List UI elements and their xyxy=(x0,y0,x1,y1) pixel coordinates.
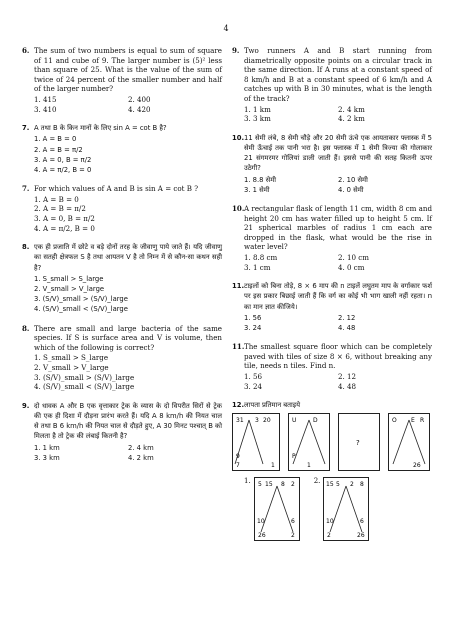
options xyxy=(244,253,432,272)
answer-option-2[interactable] xyxy=(314,477,370,541)
option-4[interactable]: 4. (S/V)_small < (S/V)_large xyxy=(34,382,135,392)
option-4[interactable]: 4. 420 xyxy=(128,104,151,114)
opt1-label: 26 xyxy=(257,532,266,540)
question-stem: For which values of A and B is sin A = cot B ? xyxy=(34,184,199,194)
opt1-label: 8 xyxy=(280,481,285,489)
option-3[interactable]: 3. 24 xyxy=(244,323,262,332)
option-2[interactable]: 2. V_small > V_large xyxy=(34,284,105,293)
question-number: 7. xyxy=(22,124,30,133)
option-1[interactable]: 1. 8.8 cm xyxy=(244,252,278,262)
option-4[interactable]: 4. (S/V)_small < (S/V)_large xyxy=(34,305,128,314)
option-4[interactable]: 4. A = π/2, B = 0 xyxy=(34,165,92,174)
question-7-hindi xyxy=(22,123,222,175)
option-1[interactable]: 1. 56 xyxy=(244,371,263,381)
option-1[interactable]: 1. 415 xyxy=(34,94,57,104)
fig4-label: E xyxy=(411,417,415,425)
fig1-label: 7 xyxy=(236,462,240,470)
fig2-label: P xyxy=(292,453,296,461)
options xyxy=(34,195,222,233)
fig2-label: U xyxy=(292,417,297,425)
option-3[interactable]: 3. A = 0, B = π/2 xyxy=(34,155,92,164)
question-7-english xyxy=(22,184,222,233)
option-2[interactable]: 2. A = B = π/2 xyxy=(34,204,86,214)
question-number: 12. xyxy=(232,401,245,410)
opt2-label: 8 xyxy=(360,481,365,489)
opt1-label: 2 xyxy=(290,532,295,540)
answer-figures xyxy=(232,477,432,541)
opt2-label: 26 xyxy=(357,532,366,540)
question-stem: The smallest square floor which can be completely paved with tiles of size 8 × 6, without breaking any tile, needs n tiles. Find n. xyxy=(244,342,432,371)
option-4[interactable]: 4. 48 xyxy=(338,381,357,391)
opt1-label: 5 xyxy=(257,481,262,489)
question-number: 10. xyxy=(232,133,245,142)
option-2[interactable]: 2. 400 xyxy=(128,94,151,104)
option-3[interactable]: 3. 410 xyxy=(34,104,57,114)
question-stem: लापता प्रतिमान बताइये xyxy=(244,401,301,410)
question-number: 9. xyxy=(22,401,30,410)
options xyxy=(34,443,222,463)
question-stem: दो धावक A और B एक वृत्ताकार ट्रेक के व्यास के दो विपरीत सिरों से ट्रेक की एक ही दिशा में दौड़ना प्रारंभ करते हैं। यदि A 8 km/h की नियत चाल से तथा B 6 km/h की नियत चाल से दौड़ते हुए, A 30 मिनट पश्चात् B को मिलता है तो ट्रेक की लंबाई कितनी है? xyxy=(34,401,222,441)
option-4[interactable]: 4. 2 km xyxy=(128,453,154,462)
question-8-english xyxy=(22,324,222,392)
pattern-figure-1 xyxy=(232,413,280,471)
fig1-label: 1 xyxy=(271,462,275,470)
question-number: 8. xyxy=(22,243,30,252)
opt2-label: 2 xyxy=(350,481,355,489)
question-number: 6. xyxy=(22,46,30,55)
question-12-hindi xyxy=(232,400,432,410)
question-number: 8. xyxy=(22,323,30,333)
option-1[interactable]: 1. 8.8 सेमी xyxy=(244,175,277,184)
option-1[interactable]: 1. S_small > S_large xyxy=(34,274,104,283)
option-1[interactable]: 1. 1 km xyxy=(34,443,60,452)
right-column xyxy=(232,46,432,541)
question-number: 9. xyxy=(232,46,240,55)
fig4-label: 26 xyxy=(413,462,421,470)
option-3[interactable]: 3. 24 xyxy=(244,381,263,391)
fig1-label: 3 xyxy=(255,417,259,425)
options xyxy=(34,353,222,391)
question-mark: ? xyxy=(356,439,360,448)
option-2[interactable]: 2. 4 km xyxy=(128,443,154,452)
options xyxy=(34,134,222,175)
question-number: 7. xyxy=(22,184,30,194)
option-3[interactable]: 3. 3 km xyxy=(244,114,271,124)
option-3[interactable]: 3. 3 km xyxy=(34,453,60,462)
options xyxy=(244,313,432,333)
option-2[interactable]: 2. 4 km xyxy=(338,104,365,114)
option-label: 2. xyxy=(313,477,321,486)
answer-figure-1 xyxy=(254,477,300,541)
pattern-figures xyxy=(232,413,432,471)
answer-option-1[interactable] xyxy=(244,477,300,541)
option-1[interactable]: 1. S_small > S_large xyxy=(34,353,109,363)
page-number: 4 xyxy=(223,24,229,33)
options xyxy=(34,95,222,114)
question-stem: There are small and large bacteria of the same species. If S is surface area and V is volume, then which of the following is correct? xyxy=(34,323,222,352)
question-11-english xyxy=(232,342,432,391)
option-3[interactable]: 3. 1 सेमी xyxy=(244,185,270,194)
option-2[interactable]: 2. 12 xyxy=(338,371,357,381)
option-3[interactable]: 3. (S/V)_small > (S/V)_large xyxy=(34,372,135,382)
question-9-hindi xyxy=(22,401,222,463)
question-stem: टाइलों को बिना तोड़े, 8 × 6 माप की n टाइलें लघुतम माप के वर्गाकार फर्श पर इस प्रकार बिछाई जाती हैं कि वर्ग का कोई भी भाग खाली नहीं रहता। n का मान ज्ञात कीजिये। xyxy=(244,282,432,311)
option-3[interactable]: 3. A = 0, B = π/2 xyxy=(34,213,95,223)
option-label: 1. xyxy=(244,477,251,486)
options xyxy=(244,175,432,195)
option-3[interactable]: 3. 1 cm xyxy=(244,262,271,272)
option-4[interactable]: 4. 0 cm xyxy=(338,262,365,272)
options xyxy=(34,274,222,315)
question-stem: Two runners A and B start running from diametrically opposite points on a circular track in the same direction. If A runs at a constant speed of 8 km/h and B at a constant speed of 6 km/h and A catches up with B in 30 minutes, what is the length of the track? xyxy=(244,46,432,103)
option-2[interactable]: 2. A = B = π/2 xyxy=(34,145,83,154)
fig4-label: O xyxy=(392,417,397,425)
opt1-label: 2 xyxy=(290,481,295,489)
pattern-figure-3 xyxy=(338,413,380,471)
option-2[interactable]: 2. 12 xyxy=(338,313,356,322)
option-4[interactable]: 4. 48 xyxy=(338,323,356,332)
option-3[interactable]: 3. (S/V)_small > (S/V)_large xyxy=(34,295,128,304)
opt2-label: 15 xyxy=(326,481,335,489)
option-1[interactable]: 1. 1 km xyxy=(244,104,271,114)
fig4-label: R xyxy=(420,417,425,425)
question-number: 10. xyxy=(232,203,245,213)
option-4[interactable]: 4. 0 सेमी xyxy=(338,185,364,194)
fig2-label: 1 xyxy=(307,462,311,470)
question-number: 11. xyxy=(232,282,245,291)
question-11-hindi xyxy=(232,281,432,333)
options xyxy=(244,105,432,124)
pattern-figure-2 xyxy=(288,413,330,471)
option-2[interactable]: 2. V_small > V_large xyxy=(34,362,109,372)
opt2-label: 2 xyxy=(327,532,332,540)
question-number: 11. xyxy=(232,342,245,352)
question-6 xyxy=(22,46,222,114)
opt1-label: 6 xyxy=(290,518,295,526)
question-stem: A तथा B के किन मानों के लिए sin A = cot B है? xyxy=(34,124,167,133)
question-9-english xyxy=(232,46,432,124)
opt2-label: 6 xyxy=(360,518,365,526)
answer-figure-2 xyxy=(323,477,369,541)
opt1-label: 15 xyxy=(264,481,273,489)
question-stem: A rectangular flask of length 11 cm, width 8 cm and height 20 cm has water filled up to height 5 cm. If 21 spherical marbles of radius 1 cm each are dropped in the flask, what would be the rise in water level? xyxy=(244,203,432,252)
question-10-hindi xyxy=(232,133,432,195)
opt1-label: 10 xyxy=(256,518,265,526)
question-stem: 11 सेमी लंबे, 8 सेमी चौड़े और 20 सेमी ऊंचे एक आयताकार फ्लास्क में 5 सेमी ऊँचाई तक पानी भरा है। इस फ्लास्क में 1 सेमी त्रिज्या की गोलाकार 21 संगमरमर गोलियां डाली जाती हैं। इससे पानी की सतह कितनी ऊपर उठेगी? xyxy=(244,133,432,173)
fig1-label: 20 xyxy=(263,417,271,425)
opt2-label: 5 xyxy=(336,481,341,489)
option-1[interactable]: 1. A = B = 0 xyxy=(34,135,77,144)
options xyxy=(244,372,432,391)
option-4[interactable]: 4. 2 km xyxy=(338,114,365,124)
option-1[interactable]: 1. A = B = 0 xyxy=(34,194,79,204)
option-2[interactable]: 2. 10 cm xyxy=(338,252,370,262)
option-2[interactable]: 2. 10 सेमी xyxy=(338,175,368,184)
question-stem: एक ही प्रजाति में छोटे व बड़े दोनों तरह के जीवाणु पाये जाते हैं। यदि जीवाणु का सतही क्षेत्रफल S है तथा आयतन V है तो निम्न में से कौन-सा कथन सही है? xyxy=(34,243,222,272)
left-column xyxy=(22,46,222,472)
opt2-label: 10 xyxy=(326,518,335,526)
pattern-figure-4 xyxy=(388,413,430,471)
option-4[interactable]: 4. A = π/2, B = 0 xyxy=(34,223,95,233)
fig1-label: 9 xyxy=(236,453,240,461)
question-8-hindi xyxy=(22,242,222,314)
fig1-label: 31 xyxy=(236,417,244,425)
question-stem: The sum of two numbers is equal to sum of square of 11 and cube of 9. The larger number is (5)² less than square of 25. What is the value of the sum of twice of 24 percent of the smaller number and half of the larger number? xyxy=(34,46,222,94)
question-10-english xyxy=(232,204,432,272)
option-1[interactable]: 1. 56 xyxy=(244,313,262,322)
fig2-label: D xyxy=(313,417,318,425)
